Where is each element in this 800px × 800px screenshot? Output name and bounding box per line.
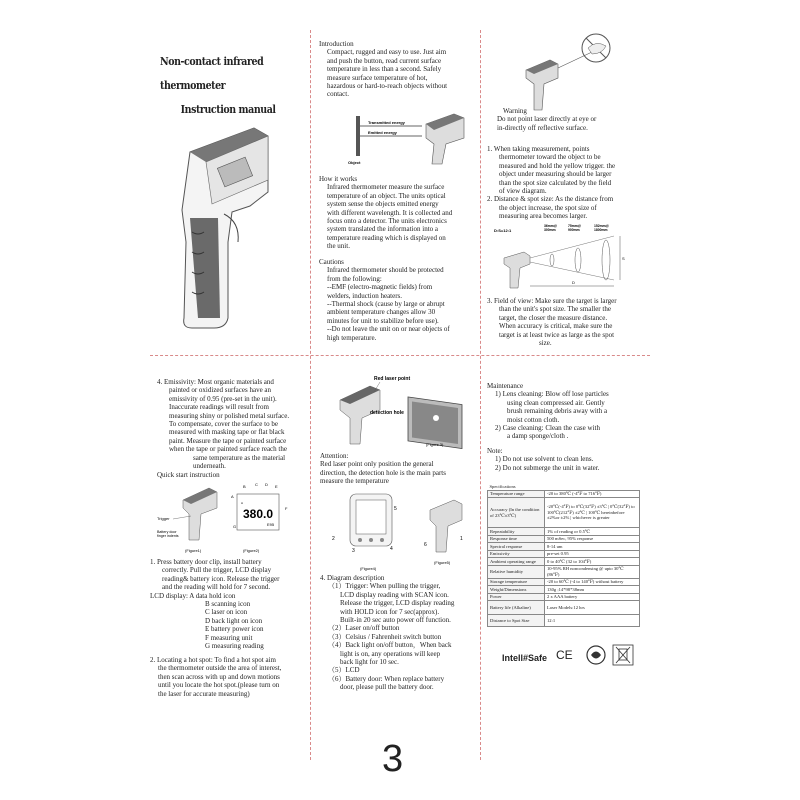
attention-line: measure the temperature [320,477,389,486]
figure4-5-illustration [330,490,478,572]
maintenance-line: 2) Case cleaning: Clean the case with [495,424,600,433]
lcd-item: F measuring unit [205,633,253,642]
detection-hole-label: detection hole [370,410,404,416]
step1-line: than the spot size calculated by the field [499,178,612,187]
hotspot-line: the laser for accurate measuring) [158,689,250,698]
diagram-line: （2）Laser on/off button [328,624,400,633]
callout-4: 4 [390,546,393,552]
spec-heading: Specifications [489,483,516,489]
figure1-caption: (Figure1) [185,548,202,553]
table-row [488,593,640,601]
object-label: Object [348,160,361,165]
note-line: 1) Do not use solvent to clean lens. [495,455,594,464]
how-line: with different wavelength. It is collected and [327,208,453,217]
ds-d3b: 1800mm [594,228,608,232]
step3-line: target is at least twice as large as the spot [499,330,615,339]
press-battery-section [150,558,310,650]
table-row [488,490,640,498]
spec-value: 1% of reading or 0.5℃ [545,528,640,536]
manual-title [160,50,298,122]
spec-key: Response time [488,535,545,543]
note-heading: Note: [487,446,503,455]
spec-key: Temperature range [488,490,545,498]
how-line: system translated the information into a [327,225,439,234]
table-row [488,528,640,536]
emissivity-line: To compensate, cover the surface to be [169,420,278,429]
hotspot-line: 2. Locating a hot spot: To find a hot spot aim [150,656,276,664]
cautions-line: Infrared thermometer should be protected [327,266,444,275]
spec-value: 0 to 40℃ (32 to 104℉) [545,558,640,566]
attention-line: direction, the detection hole is the main parts [320,468,446,477]
ds-d3: 152mm@ [594,224,609,228]
callout-6: 6 [424,542,427,548]
diagram-line: （5）LCD [328,666,360,675]
certification-icon [585,644,607,666]
spec-key: Ambient operating range [488,558,545,566]
figure5-caption: (Figure5) [434,560,451,565]
warning-illustration [522,30,622,114]
energy-diagram [342,108,472,168]
how-heading: How it works [319,175,358,183]
ce-mark: CE [556,648,573,662]
emissivity-line: emissivity of 0.95 (pre-set in the unit). [169,394,277,403]
spec-key: Distance to Spot Size [488,615,545,627]
table-row [488,615,640,627]
quick-start-heading: Quick start instruction [157,471,220,480]
emissivity-line: same temperature as the material [193,453,286,462]
cautions-line: --Thermal shock (cause by large or abrupt [327,300,445,309]
intro-line: measure surface temperature of hot, [327,73,428,82]
specifications-table [487,483,640,627]
emissivity-line: paint. Measure the tape or painted surface [169,436,287,445]
diagram-line: （4）Back light on/off button，When back [328,641,452,650]
cautions-line: --EMF (electro-magnetic fields) from [327,283,433,292]
step-3 [487,297,647,347]
diagram-line: Built-in 20 sec auto power off function. [340,616,451,625]
step2-line: 2. Distance & spot size: As the distance from [487,195,614,204]
table-row [488,578,640,586]
lcd-label-f: F [285,506,288,511]
spec-key: Relative humidity [488,565,545,578]
spec-value: 10-95% RH noncondensing @ upto 30℃ (86℉) [545,565,640,578]
emissivity-line: 4. Emissivity: Most organic materials and [157,378,274,386]
step1-line: object under measuring should be larger [499,170,612,179]
hotspot-line: the thermometer outside the area of interest, [158,664,282,673]
title-line2: Instruction manual [180,103,276,116]
lcd-item: D back light on icon [205,616,263,625]
spec-value: 12:1 [545,615,640,627]
warning-line: Do not point laser directly at eye or [497,115,597,124]
step1-line: 1. When taking measurement, points [487,145,590,153]
how-it-works-section [319,175,474,251]
lcd-item: B scanning icon [205,600,251,609]
step3-line: When accuracy is critical, make sure the [499,322,613,331]
diagram-line: LCD display reading with SCAN icon. [340,590,449,599]
cautions-line: ambient temperature changes allow 30 [327,308,436,317]
column-divider [310,30,311,760]
step1-line: of view diagram. [499,187,547,196]
lcd-label-b: B [243,484,246,489]
red-laser-label: Red laser point [374,376,411,382]
table-row [488,535,640,543]
column-divider [480,30,481,760]
cautions-line: minutes for unit to stabilize before use). [327,316,439,325]
spec-key: Storage temperature [488,578,545,586]
warning-heading: Warning [503,107,527,115]
table-row [488,586,640,594]
ds-d1b: 300mm [544,228,556,232]
cautions-line: from the following: [327,274,382,283]
how-line: the unit. [327,242,350,251]
diagram-heading: 4. Diagram description [320,574,385,582]
table-row [488,483,640,490]
intro-line: Compact, rugged and easy to use. Just aim [327,48,447,57]
emissivity-line: painted or oxidized surfaces have an [169,386,272,395]
transmitted-label: Transmitted energy [368,120,405,125]
callout-5: 5 [394,506,397,512]
intro-line: hazardous or hard-to-reach objects without [327,82,448,91]
spec-value: 2 x AAA battery [545,593,640,601]
battery-door-label: Battery door [157,530,177,534]
intro-line: and push the button, read current surface [327,56,442,65]
how-line: system sense the objects emitted energy [327,200,439,209]
callout-1: 1 [460,536,463,542]
quick-start-figures [155,480,305,556]
maintenance-line: 1) Lens cleaning: Blow off lose particles [495,390,609,399]
weee-bin-icon [612,644,634,666]
maintenance-line: moist cotton cloth. [507,415,560,424]
hotspot-line: then scan across with up and down motions [158,672,280,681]
how-line: temperature of an object. The units optical [327,191,446,200]
step3-line: size. [539,339,552,348]
hotspot-line: until you locate the hot spot.(please turn on [158,681,280,690]
attention-line: Red laser point only position the general [320,460,434,469]
lcd-item: G measuring reading [205,642,264,651]
diagram-line: door, please pull the battery door. [340,683,434,692]
title-line1: Non-contact infrared thermometer [160,55,264,92]
step3-line: than the unit's spot size. The smaller the [499,305,611,314]
spec-key: Repeatability [488,528,545,536]
diagram-line: back light for 10 sec. [340,658,399,667]
spec-key: Power [488,593,545,601]
emissivity-line: underneath. [193,462,226,471]
how-line: Infrared thermometer measure the surface [327,183,445,192]
spec-value: -20 to 380℃ (-4℉ to 716℉) [545,490,640,498]
emissivity-section [157,378,309,480]
figure4-caption: (Figure4) [360,566,377,571]
cautions-line: high temperature. [327,333,377,342]
maintenance-line: a damp sponge/cloth . [507,432,569,441]
step1-line: measured and hold the yellow trigger. the [499,161,616,170]
ds-d2b: 900mm [568,228,580,232]
step2-line: measuring area becomes larger. [499,212,588,221]
maintenance-line: brush remaining debris away with a [507,407,608,416]
table-row [488,498,640,528]
step2-line: the object increase, the spot size of [499,203,597,212]
how-line: focus onto a detector. The units electronics [327,217,447,226]
warning-section [497,107,647,132]
table-row [488,558,640,566]
how-line: temperature reading which is displayed on [327,233,446,242]
spec-value: -20 to 60℃ (-4 to 140℉) without battery [545,578,640,586]
emissivity-line: when the tape or painted surface reach the [169,445,287,454]
lcd-small: E95 [267,522,275,527]
lcd-label-d: D [265,482,268,487]
spec-value: Laser Models:12 hrs [545,601,640,615]
distance-spot-diagram [494,222,644,292]
spec-key: Spectral response [488,543,545,551]
ds-d-label: D [572,280,575,285]
hot-spot-section [150,656,310,698]
cautions-line: welders, induction heaters. [327,291,403,300]
cautions-heading: Cautions [319,258,344,266]
intellisafe-logo: Intell#Safe [502,653,548,663]
maintenance-line: using clean compressed air. Gently [507,398,605,407]
step1-line: thermometer toward the object to be [499,153,601,162]
maintenance-section [487,382,647,472]
ds-d2: 75mm@ [568,224,582,228]
lcd-display-heading: LCD display: A data hold icon [150,591,236,600]
attention-heading: Attention: [320,452,349,460]
callout-2: 2 [332,536,335,542]
note-line: 2) Do not submerge the unit in water. [495,463,600,472]
table-row [488,550,640,558]
spec-key: Emissivity [488,550,545,558]
attention-section [320,452,480,486]
ds-d1: 36mm@ [544,224,558,228]
lcd-item: E battery power icon [205,625,264,634]
cautions-line: --Do not leave the unit on or near objects of [327,325,450,334]
warning-line: in-directly off reflective surface. [497,123,588,132]
press-line: 1. Press battery door clip, install battery [150,558,262,566]
table-row [488,601,640,615]
press-line: correctly. Pull the trigger, LCD display [162,566,272,575]
spec-key: Weight/Dimensions [488,586,545,594]
intro-line: temperature in less than a second. Safely [327,65,442,74]
spec-value: -20℃(-4℉) to 0℃(32℉) ±3℃ | 0℃(32℉) to 100℃(212℉) ±2℃ | 100℃ hereinbefore ±2%or ±2% | whichever is greater [545,498,640,528]
step3-line: target, the closer the measure distance. [499,313,608,322]
emitted-label: Emitted energy [368,130,397,135]
diagram-line: （3）Celsius / Fahrenheit switch button [328,632,442,641]
diagram-line: （1）Trigger: When pulling the trigger, [328,582,441,591]
table-row [488,565,640,578]
diagram-description [320,574,480,692]
table-row [488,543,640,551]
spec-value: 130g ;14*98*38mm [545,586,640,594]
page-number: 3 [382,738,404,780]
figure2-caption: (Figure2) [243,548,260,553]
ds-s-label: S [622,256,625,261]
press-line: reading& battery icon. Release the trigger [162,574,280,583]
lcd-item: C laser on icon [205,608,248,617]
diagram-line: light is on, any operations will keep [340,649,441,658]
diagram-line: （6）Battery door: When replace battery [328,674,445,683]
row-divider [150,355,650,356]
spec-key: Accuracy (In the condition of 23℃±3℃) [488,498,545,528]
spec-value: 8-14 um [545,543,640,551]
emissivity-line: measuring shiny or polished metal surface. [169,411,290,420]
thermometer-illustration [168,122,278,334]
ds-ratio-label: D:S=12:1 [494,228,512,233]
intro-line: contact. [327,90,349,99]
diagram-line: Release the trigger, LCD display reading [340,599,455,608]
step3-line: 3. Field of view: Make sure the target is larger [487,297,617,305]
spec-value: 500 mSec, 95% response [545,535,640,543]
cautions-section [319,258,474,342]
lcd-label-e: E [275,484,278,489]
callout-3: 3 [352,548,355,554]
lcd-label-g: G [233,524,237,529]
lcd-label-c: C [255,482,258,487]
step-1 [487,145,647,221]
figure3-illustration [330,370,470,450]
intro-heading: Introduction [319,40,354,48]
maintenance-heading: Maintenance [487,382,524,390]
lcd-reading: 380.0 [243,507,274,521]
emissivity-line: measured with masking tape or flat black [169,428,285,437]
spec-value: pre-set 0.95 [545,550,640,558]
intro-section [319,40,474,99]
emissivity-line: Inaccurate readings will result from [169,403,269,412]
figure3-caption: (Figure 3) [426,442,444,447]
diagram-line: with HOLD icon for 7 sec(approx). [340,607,440,616]
finger-indents-label: finger indents [157,534,179,538]
trigger-label: Trigger [157,516,170,521]
lcd-label-a: A [231,494,234,499]
lcd-indicator: A [241,501,244,505]
spec-key: Battery life (Alkaline) [488,601,545,615]
press-line: and the reading will hold for 7 second. [162,583,271,592]
